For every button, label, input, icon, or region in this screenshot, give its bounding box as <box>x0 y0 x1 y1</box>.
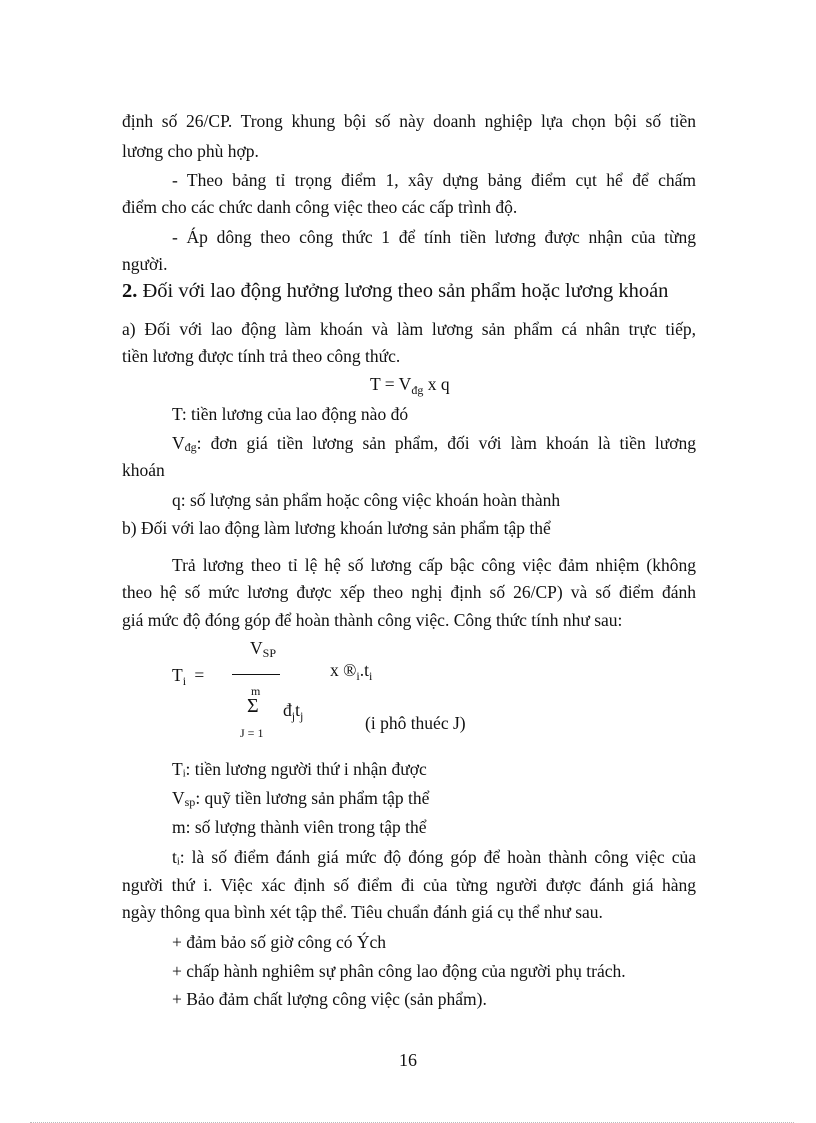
paragraph-line: Trả lương theo tỉ lệ hệ số lương cấp bậc công việc đảm nhiệm (không <box>172 555 696 575</box>
formula-denominator: $đ_jt_j$ <box>283 700 304 723</box>
criterion-item: + đảm bảo số giờ công có Ých <box>172 932 387 952</box>
paragraph-line: người thứ i. Việc xác định số điểm đi của từng người được đánh giá hàng <box>122 875 696 895</box>
formula-times: x $®_i.t_i$ <box>330 660 373 683</box>
paragraph-line: khoán <box>122 460 165 480</box>
paragraph-line: tᵢ: là số điểm đánh giá mức độ đóng góp để hoàn thành công việc của <box>172 847 696 867</box>
sum-lower-limit: J = 1 <box>240 726 264 740</box>
criterion-item: + chấp hành nghiêm sự phân công lao động của người phụ trách. <box>172 961 626 981</box>
definition-q: q: số lượng sản phẩm hoặc công việc khoán hoàn thành <box>172 490 561 510</box>
paragraph-line: ngày thông qua bình xét tập thể. Tiêu chuẩn đánh giá cụ thể như sau. <box>122 902 603 922</box>
section-title: Đối với lao động hưởng lương theo sản phẩm hoặc lương khoán <box>142 280 669 302</box>
paragraph-line: điểm cho các chức danh công việc theo các cấp trình độ. <box>122 197 518 217</box>
criterion-item: + Bảo đảm chất lượng công việc (sản phẩm). <box>172 989 487 1009</box>
paragraph-line: theo hệ số mức lương được xếp theo nghị định số 26/CP) và số điểm đánh <box>122 582 696 602</box>
paragraph-line: lương cho phù hợp. <box>122 141 259 161</box>
paragraph-line: giá mức độ đóng góp để hoàn thành công việc. Công thức tính như sau: <box>122 610 623 630</box>
paragraph-line: - Áp dông theo công thức 1 để tính tiền lương được nhận của từng <box>172 227 696 247</box>
sum-upper-limit: m <box>251 684 261 698</box>
paragraph-line: người. <box>122 254 168 274</box>
definition-ti: Tᵢ: tiền lương người thứ i nhận được <box>172 759 427 779</box>
paragraph-line: - Theo bảng tỉ trọng điểm 1, xây dựng bảng điểm cụt hể để chấm <box>172 170 696 190</box>
paragraph-line: a) Đối với lao động làm khoán và làm lương sản phẩm cá nhân trực tiếp, <box>122 319 696 339</box>
definition-vdg: Vđg: đơn giá tiền lương sản phẩm, đối với làm khoán là tiền lương <box>172 433 696 454</box>
definition-vsp: Vsp: quỹ tiền lương sản phẩm tập thể <box>172 788 430 809</box>
formula-lhs: $T_i$ = <box>172 665 205 688</box>
fraction-bar <box>232 674 280 675</box>
section-heading <box>122 280 722 302</box>
formula-numerator: VSP <box>250 638 276 660</box>
formula-1: $T = V_{đg}$ x q <box>370 374 450 397</box>
definition-m: m: số lượng thành viên trong tập thể <box>172 817 427 837</box>
definition-t: T: tiền lương của lao động nào đó <box>172 404 409 424</box>
sum-symbol: Σ <box>247 695 259 717</box>
page-number: 16 <box>399 1050 417 1070</box>
subsection-b: b) Đối với lao động làm lương khoán lương sản phẩm tập thể <box>122 518 551 538</box>
formula-note: (i phô thuéc J) <box>365 713 466 733</box>
paragraph-line: tiền lương được tính trả theo công thức. <box>122 346 401 366</box>
paragraph-line: định số 26/CP. Trong khung bội số này doanh nghiệp lựa chọn bội số tiền <box>122 111 696 131</box>
section-number: 2. <box>122 280 138 302</box>
